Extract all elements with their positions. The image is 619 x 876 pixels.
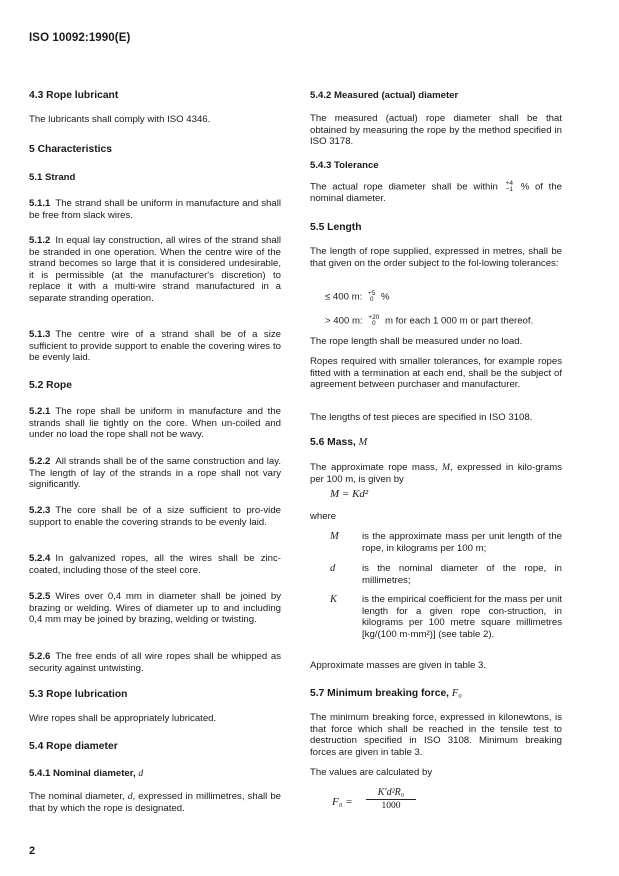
symbol-d: d [127, 791, 133, 802]
equation-breaking-force [332, 787, 452, 821]
document-header-id: ISO 10092:1990(E) [29, 32, 131, 44]
para-5-6 [310, 462, 562, 485]
tolerance-upper: +5 [367, 290, 376, 297]
equation-mass: M = Kd² [330, 488, 369, 500]
page-number: 2 [29, 845, 36, 857]
para-4-3: The lubricants shall comply with ISO 4346. [29, 114, 211, 125]
para-text: The nominal diameter, [29, 791, 125, 802]
para-text: , expressed in kilo-grams per 100 m, is given by [310, 462, 562, 485]
tolerance-upper: +4 [505, 180, 513, 187]
tolerance-fraction [506, 181, 513, 193]
heading-5-1: 5.1 Strand [29, 172, 76, 183]
para-text: The centre wire of a strand shall be of a size sufficient to provide support to enable the covering wires to be evenly laid. [29, 329, 281, 363]
tolerance-range: ≤ 400 m: [325, 291, 363, 303]
tolerance-fraction [368, 291, 375, 303]
para-5-4-1 [29, 791, 281, 814]
clause-number: 5.2.3 [29, 505, 51, 516]
clause-number: 5.2.4 [29, 553, 51, 564]
equation-denominator: 1000 [381, 801, 401, 811]
clause-number: 5.1.2 [29, 235, 51, 246]
clause-number: 5.2.2 [29, 456, 51, 467]
para-5-2-6 [29, 651, 281, 674]
tolerance-range: > 400 m: [325, 315, 363, 327]
para-5-5-test: The lengths of test pieces are specified in ISO 3108. [310, 412, 533, 423]
tolerance-unit: m for each 1 000 m or part thereof. [384, 315, 534, 327]
tolerance-upper: +20 [368, 314, 380, 321]
para-5-3: Wire ropes shall be appropriately lubricated. [29, 713, 217, 724]
para-5-2-5 [29, 591, 281, 626]
para-text: The strand shall be uniform in manufacture and shall be free from slack wires. [29, 198, 281, 221]
tolerance-fraction [368, 315, 379, 327]
clause-number: 5.2.6 [29, 651, 51, 662]
clause-number: 5.2.1 [29, 406, 51, 417]
clause-number: 5.1.1 [29, 198, 51, 209]
para-5-1-1 [29, 198, 281, 221]
para-text: In galvanized ropes, all the wires shall be zinc-coated, including those of the steel core. [29, 553, 281, 576]
para-text: Wires over 0,4 mm in diameter shall be joined by brazing or welding. Wires of diameter up to and including 0,4 mm may be joined by brazing, welding or twisting. [29, 591, 281, 625]
para-text: All strands shall be of the same construction and lay. The length of lay of the strands in a rope shall not vary significantly. [29, 456, 281, 490]
heading-text: 5.4.1 Nominal diameter, [29, 768, 136, 779]
heading-5-4-2: 5.4.2 Measured (actual) diameter [310, 90, 459, 101]
para-5-7: The minimum breaking force, expressed in kilonewtons, is that force which shall be reached in the tensile test to destruction specified in ISO 3108. Minimum breaking forces are given in table 3. [310, 712, 562, 758]
para-5-4-3 [310, 181, 562, 205]
symbol-M: M [441, 462, 450, 473]
tolerance-row-2 [325, 315, 565, 327]
heading-5-4-3: 5.4.3 Tolerance [310, 160, 379, 171]
equation-numerator: K′d²R₀ [377, 787, 405, 798]
fraction-bar [366, 799, 416, 800]
heading-5-6 [310, 437, 367, 448]
para-text: , expressed in millimetres, shall be that by which the rope is designated. [29, 791, 281, 814]
symbol-K: K [330, 594, 338, 605]
heading-4-3: 4.3 Rope lubricant [29, 90, 119, 101]
heading-5-4-1 [29, 768, 143, 779]
where-label: where [310, 511, 337, 522]
equation-lhs: F₀ = [332, 796, 353, 808]
para-text: % of the nominal diameter. [310, 181, 563, 205]
symbol-M: M [358, 437, 368, 448]
heading-5: 5 Characteristics [29, 144, 112, 155]
symbol-F0: F₀ [451, 688, 462, 699]
definition-K [310, 594, 562, 664]
symbol-d: d [138, 768, 144, 779]
para-5-7-calc: The values are calculated by [310, 767, 433, 778]
heading-5-7 [310, 688, 462, 699]
para-5-2-3 [29, 505, 281, 528]
para-5-2-2 [29, 456, 281, 491]
tolerance-lower: −1 [505, 186, 513, 193]
symbol-M: M [330, 531, 339, 542]
para-text: The free ends of all wire ropes shall be whipped as security against untwisting. [29, 651, 281, 674]
clause-number: 5.1.3 [29, 329, 51, 340]
heading-5-5: 5.5 Length [310, 222, 362, 233]
para-text: The approximate rope mass, [310, 462, 438, 473]
para-5-6-masses: Approximate masses are given in table 3. [310, 660, 486, 671]
para-text: The actual rope diameter shall be within [310, 181, 498, 193]
definition-text: is the empirical coefficient for the mass per unit length for a given rope con-struction, in kilograms per 100 metre square millimetres [kg/(100 m·mm²)] (see table 2). [362, 594, 562, 640]
para-5-1-2 [29, 235, 281, 304]
para-text: The rope shall be uniform in manufacture and the strands shall lie tightly on the core. When un-coiled and under no load the rope shall not be wavy. [29, 406, 281, 440]
symbol-d: d [330, 563, 336, 574]
definition-text: is the approximate mass per unit length of the rope, in kilograms per 100 m; [362, 531, 562, 554]
para-5-5-load: The rope length shall be measured under no load. [310, 336, 523, 347]
heading-5-3: 5.3 Rope lubrication [29, 689, 128, 700]
definition-text: is the nominal diameter of the rope, in millimetres; [362, 563, 562, 586]
para-5-5: The length of rope supplied, expressed in metres, shall be that given on the order subject to the fol-lowing tolerances: [310, 246, 562, 269]
para-5-1-3 [29, 329, 281, 364]
clause-number: 5.2.5 [29, 591, 51, 602]
tolerance-lower: 0 [371, 320, 376, 327]
heading-5-2: 5.2 Rope [29, 380, 72, 391]
tolerance-lower: 0 [369, 296, 374, 303]
para-5-2-1 [29, 406, 281, 441]
tolerance-row-1 [325, 291, 390, 303]
para-text: The core shall be of a size sufficient to pro-vide support to enable the covering strands to be evenly laid. [29, 505, 281, 528]
para-text: In equal lay construction, all wires of the strand shall be stranded in one operation. When the centre wire of the strand becomes so large that it is considered undesirable, it is permissible (at the manufacturer's discretion) to replace it with a multi-wire strand manufactured in a separate stranding operation. [29, 235, 281, 304]
para-5-4-2: The measured (actual) rope diameter shall be that obtained by measuring the rope by the method specified in ISO 3178. [310, 113, 562, 147]
heading-text: 5.7 Minimum breaking force, [310, 688, 450, 699]
heading-5-4: 5.4 Rope diameter [29, 741, 118, 752]
para-5-5-small: Ropes required with smaller tolerances, for example ropes fitted with a termination at each end, shall be the subject of agreement between purchaser and manufacturer. [310, 356, 562, 390]
tolerance-unit: % [381, 291, 390, 303]
heading-text: 5.6 Mass, [310, 437, 356, 448]
para-5-2-4 [29, 553, 281, 576]
